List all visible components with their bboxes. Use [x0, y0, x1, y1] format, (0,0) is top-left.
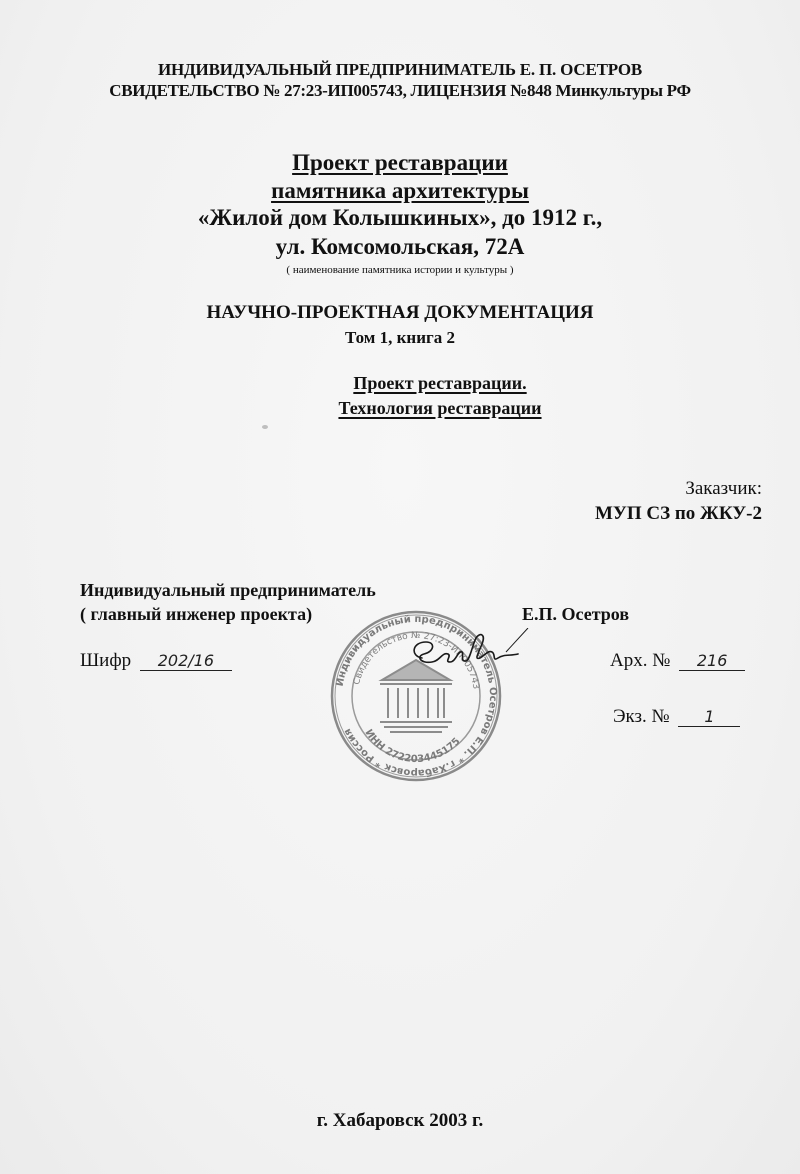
cipher-value: 202/16: [140, 652, 232, 671]
title-line-1-text: Проект реставрации: [292, 150, 508, 175]
cipher-label: Шифр: [80, 650, 132, 671]
signatory-role: ( главный инженер проекта): [80, 604, 313, 624]
title-line-2: [0, 178, 800, 204]
footer-city-year: г. Хабаровск 2003 г.: [316, 1110, 484, 1131]
svg-text:Индивидуальный предприниматель: Индивидуальный предприниматель Осетров Е.П. * г.Хабаровск * Россия: [334, 613, 499, 779]
title-monument-name: «Жилой дом Колышкиных», до 1912 г.,: [197, 205, 603, 230]
section-title-2-text: Технология реставрации: [338, 398, 542, 418]
archive-label: Арх. №: [610, 650, 671, 671]
title-line-2-text: памятника архитектуры: [271, 178, 529, 203]
section-title-2: [40, 398, 800, 419]
client-name: МУП СЗ по ЖКУ-2: [594, 503, 762, 524]
documentation-type: НАУЧНО-ПРОЕКТНАЯ ДОКУМЕНТАЦИЯ: [206, 302, 594, 323]
header-license: СВИДЕТЕЛЬСТВО № 27:23-ИП005743, ЛИЦЕНЗИЯ №848 Минкультуры РФ: [109, 81, 691, 100]
svg-text:ИНН 272203445175: ИНН 272203445175: [362, 727, 463, 766]
title-address: ул. Комсомольская, 72А: [275, 234, 525, 259]
header-entrepreneur: ИНДИВИДУАЛЬНЫЙ ПРЕДПРИНИМАТЕЛЬ Е. П. ОСЕТРОВ: [158, 60, 642, 79]
client-label: Заказчик:: [685, 478, 762, 499]
copy-label: Экз. №: [613, 706, 670, 727]
copy-value: 1: [678, 708, 740, 727]
section-title-1-text: Проект реставрации.: [353, 373, 527, 393]
archive-value: 216: [679, 652, 745, 671]
signatory-name: Е.П. Осетров: [522, 604, 630, 624]
copy-field: [613, 706, 740, 728]
svg-text:Свидетельство № 27:23-ИП005743: Свидетельство № 27:23-ИП005743: [352, 630, 481, 690]
scan-speck: [262, 425, 268, 429]
title-line-1: [0, 150, 800, 176]
title-caption: ( наименование памятника истории и культуры ): [286, 264, 514, 276]
cipher-field: [80, 650, 232, 672]
documentation-volume: Том 1, книга 2: [345, 328, 455, 347]
signature-icon: [400, 628, 530, 678]
section-title-1: [40, 373, 800, 394]
signatory-label: Индивидуальный предприниматель: [80, 580, 376, 600]
archive-field: [610, 650, 745, 672]
